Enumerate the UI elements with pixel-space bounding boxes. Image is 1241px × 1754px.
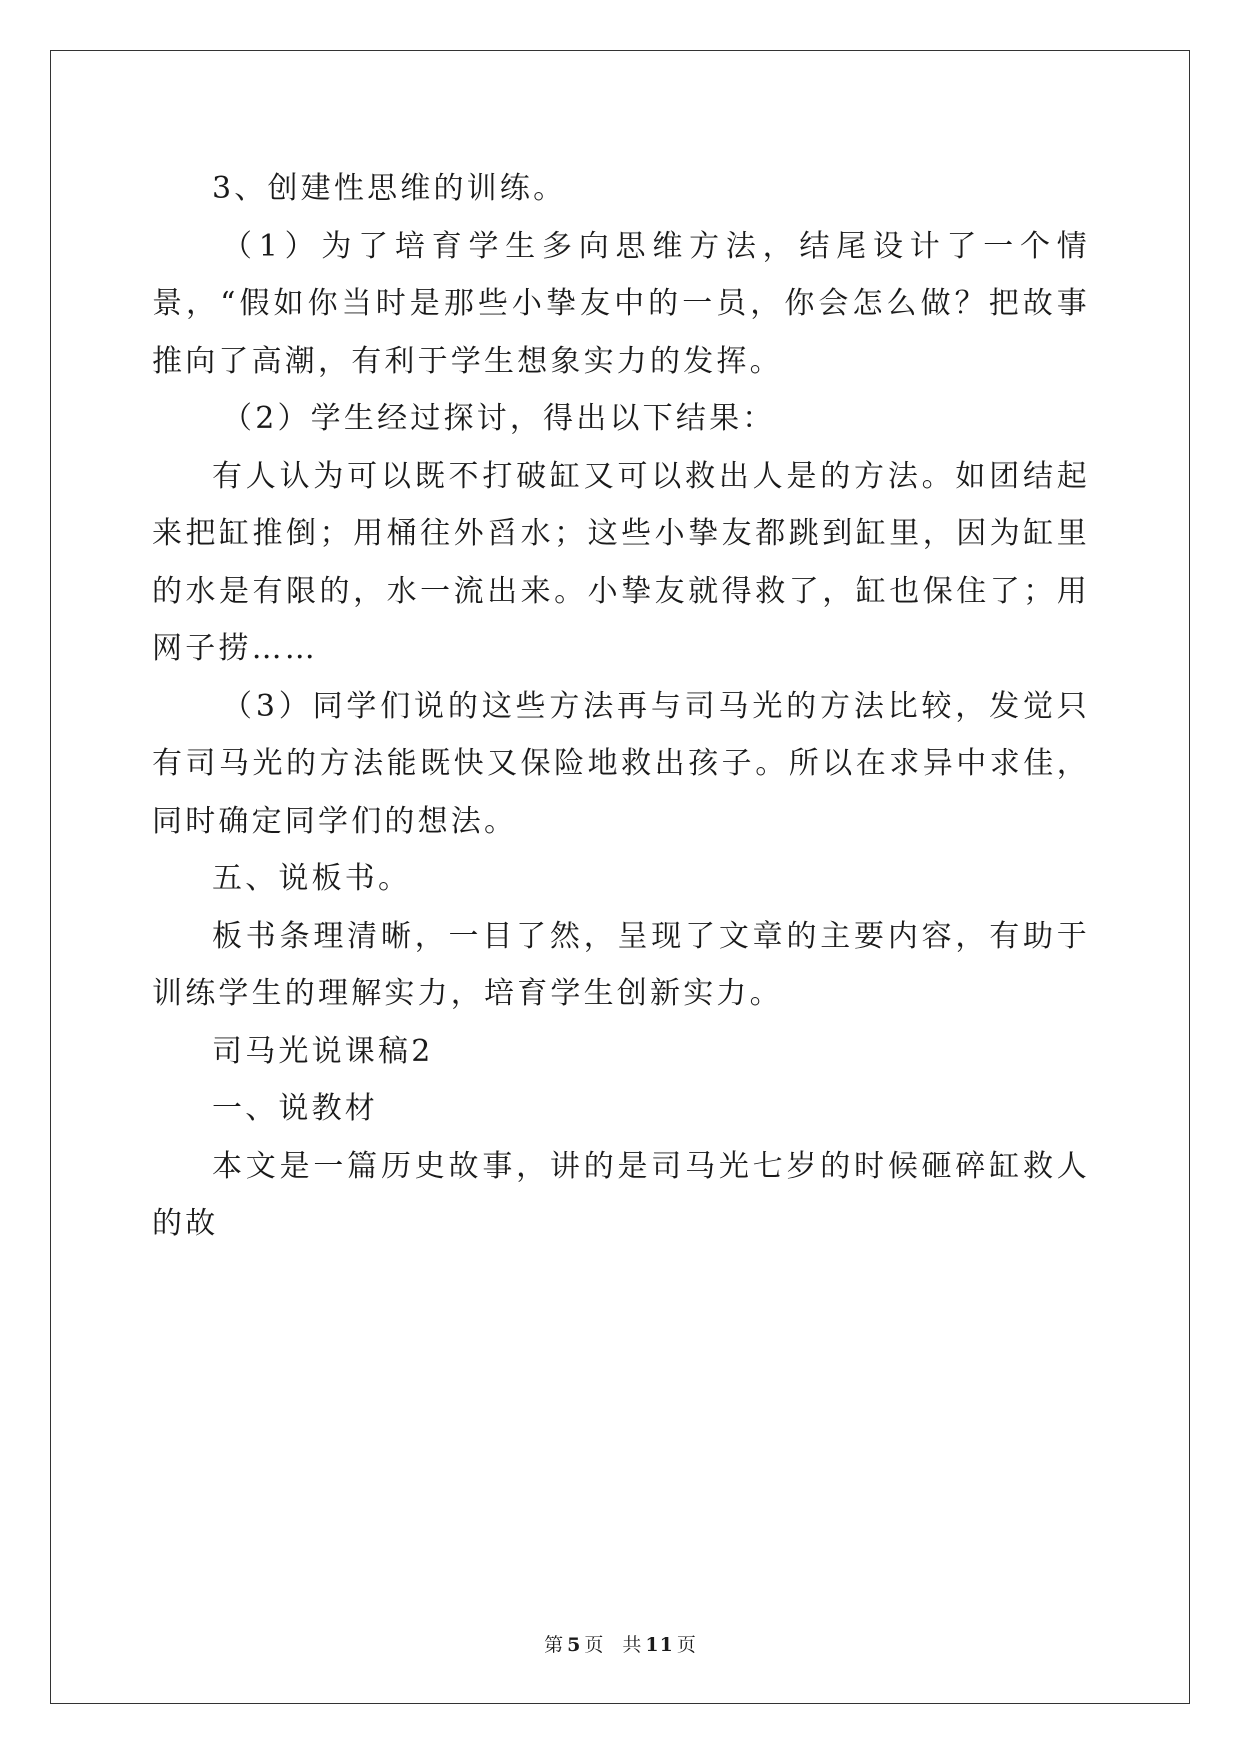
section-title: 司马光说课稿2 (212, 1033, 434, 1069)
total-prefix: 共 (622, 1634, 643, 1656)
paragraph-point-2: （2）学生经过探讨，得出以下结果： (222, 401, 776, 436)
page-prefix: 第 (544, 1634, 565, 1656)
paragraph-heading-textbook: 一、说教材 (212, 1091, 378, 1126)
page-footer (0, 1630, 1241, 1657)
paragraph-point-3: （3）同学们说的这些方法再与司马光的方法比较，发觉只有司马光的方法能既快又保险地救出孩子。所以在求异中求佳，同时确定同学们的想法。 (152, 688, 1090, 839)
paragraph-methods: 有人认为可以既不打破缸又可以救出人是的方法。如团结起来把缸推倒；用桶往外舀水；这些小挚友都跳到缸里，因为缸里的水是有限的，水一流出来。小挚友就得救了，缸也保住了；用网子捞…… (152, 458, 1090, 666)
paragraph-heading-blackboard: 五、说板书。 (212, 861, 412, 896)
page-number: 5 (567, 1634, 582, 1656)
paragraph-blackboard: 板书条理清晰，一目了然，呈现了文章的主要内容，有助于训练学生的理解实力，培育学生创新实力。 (152, 918, 1090, 1011)
paragraph-heading-3: 3、创建性思维的训练。 (212, 171, 567, 206)
paragraph-point-1: （1）为了培育学生多向思维方法，结尾设计了一个情景，“假如你当时是那些小挚友中的一员，你会怎么做？把故事推向了高潮，有利于学生想象实力的发挥。 (152, 228, 1090, 379)
paragraph-textbook: 本文是一篇历史故事，讲的是司马光七岁的时候砸碎缸救人的故 (152, 1148, 1090, 1241)
document-body (152, 160, 1090, 1253)
total-pages: 11 (645, 1634, 674, 1656)
page-suffix: 页 (584, 1634, 605, 1656)
total-suffix: 页 (676, 1634, 697, 1656)
